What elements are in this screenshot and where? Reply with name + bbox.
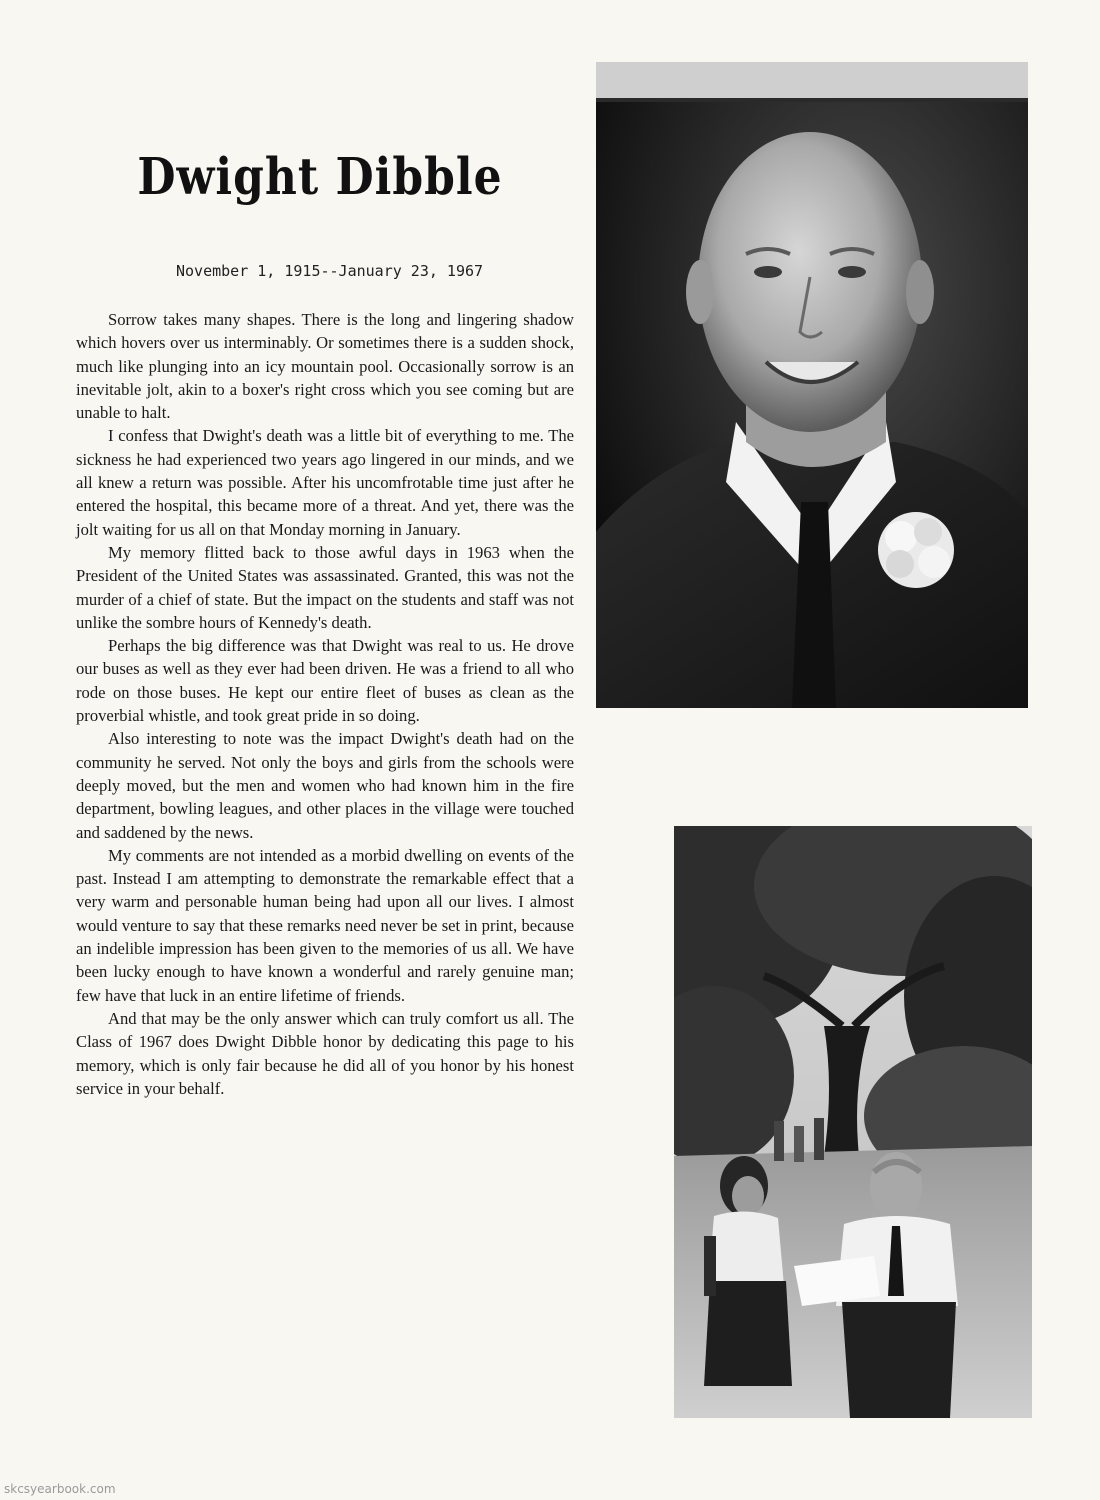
paragraph: I confess that Dwight's death was a little bit of everything to me. The sickness he had experienced two years ago lingered in our minds, and we all knew a return was possible. After his uncomfrotable time just after he entered the hospital, this became more of a threat. And yet, there was the jolt waiting for us all on that Monday morning in January. — [76, 426, 574, 539]
paragraph: My memory flitted back to those awful days in 1963 when the President of the United States was assassinated. Granted, this was not the murder of a chief of state. But the impact on the students and staff was not unlike the sombre hours of Kennedy's death. — [76, 542, 574, 632]
paragraph: Perhaps the big difference was that Dwight was real to us. He drove our buses as well as they ever had been driven. He was a friend to all who rode on those buses. He kept our entire fleet of buses as clean as the proverbial whistle, and took great pride in so doing. — [76, 636, 574, 726]
page-title: Dwight Dibble — [137, 148, 503, 207]
paragraph: Sorrow takes many shapes. There is the long and lingering shadow which hovers over us interminably. Or sometimes there is a sudden shock, much like plunging into an icy mountain pool. Occasionally sorrow is an inevitable jolt, akin to a boxer's right cross which you see coming but are unable to halt. — [76, 310, 574, 423]
paragraph: Also interesting to note was the impact Dwight's death had on the community he served. Not only the boys and girls from the schools were deeply moved, but the men and women who had known him in the fire department, bowling leagues, and other places in the village were touched and saddened by the news. — [76, 729, 574, 842]
life-dates: November 1, 1915--January 23, 1967 — [176, 262, 484, 280]
paragraph: My comments are not intended as a morbid dwelling on events of the past. Instead I am attempting to demonstrate the remarkable effect that a very warm and personable human being had upon all our lives. I almost would venture to say that these remarks need never be set in print, because an indelible impression has been given to the memories of us all. We have been lucky enough to have known a wonderful and rarely genuine man; few have that luck in an entire lifetime of friends. — [76, 845, 574, 1005]
website-watermark: skcsyearbook.com — [4, 1482, 116, 1496]
outdoor-photo — [674, 826, 1032, 1418]
paragraph: And that may be the only answer which can truly comfort us all. The Class of 1967 does Dwight Dibble honor by dedicating this page to his memory, which is only fair because he did all of you honor by his honest service in your behalf. — [76, 1008, 574, 1098]
portrait-photo — [596, 62, 1028, 708]
memorial-text — [76, 308, 574, 1100]
